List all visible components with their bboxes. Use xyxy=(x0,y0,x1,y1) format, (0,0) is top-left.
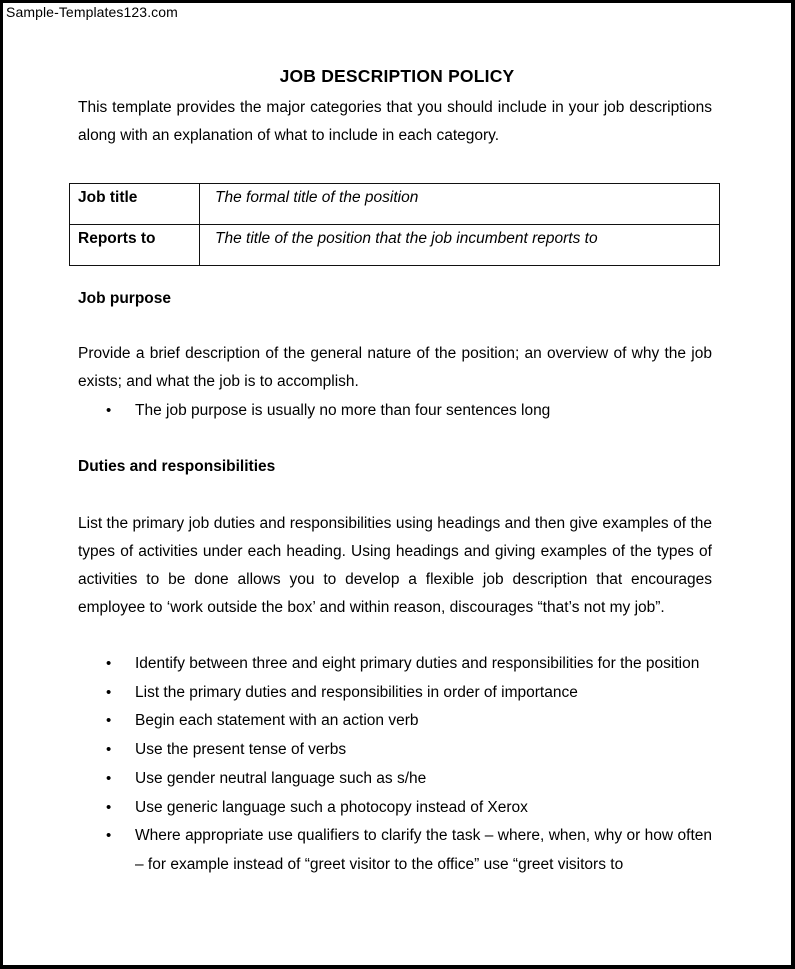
document-page xyxy=(3,3,791,965)
watermark-label: Sample-Templates123.com xyxy=(6,4,178,20)
list-item xyxy=(78,765,712,794)
list-item xyxy=(78,679,712,708)
job-purpose-heading: Job purpose xyxy=(78,290,172,307)
duties-bullet-list xyxy=(78,650,712,880)
list-item-text: Use generic language such a photocopy instead of Xerox xyxy=(135,798,528,816)
bullet-icon: • xyxy=(106,798,112,816)
table-row xyxy=(70,184,720,225)
list-item-text: Where appropriate use qualifiers to clarify the task – where, when, why or how often – for example instead of “greet visitor to the office” use “greet visitors to xyxy=(135,827,712,873)
list-item xyxy=(78,736,712,765)
list-item-text: List the primary duties and responsibilities in order of importance xyxy=(135,683,578,701)
list-item xyxy=(78,397,712,426)
bullet-icon: • xyxy=(106,769,112,787)
table-row xyxy=(70,225,720,266)
reports-to-value: The title of the position that the job incumbent reports to xyxy=(200,225,720,266)
list-item-text: Use gender neutral language such as s/he xyxy=(135,769,427,787)
job-title-value: The formal title of the position xyxy=(200,184,720,225)
job-purpose-paragraph: Provide a brief description of the general nature of the position; an overview of why the job exists; and what the job is to accomplish. xyxy=(78,345,712,390)
list-item-text: Identify between three and eight primary duties and responsibilities for the position xyxy=(135,655,700,672)
bullet-icon: • xyxy=(106,402,112,419)
list-item-text: The job purpose is usually no more than four sentences long xyxy=(135,402,551,419)
list-item xyxy=(78,822,712,879)
bullet-icon: • xyxy=(106,683,112,701)
list-item-text: Begin each statement with an action verb xyxy=(135,712,419,730)
bullet-icon: • xyxy=(106,741,112,759)
duties-paragraph: List the primary job duties and responsibilities using headings and then give examples of the types of activities under each heading. Using headings and giving examples of the types of activities to be done allows you to develop a flexible job description that encourages employee to ‘work outside the box’ and within reason, discourages “that’s not my job”. xyxy=(78,515,712,616)
list-item-text: Use the present tense of verbs xyxy=(135,741,347,759)
bullet-icon: • xyxy=(106,827,112,845)
job-title-label: Job title xyxy=(70,184,200,225)
list-item xyxy=(78,650,712,679)
bullet-icon: • xyxy=(106,712,112,730)
reports-to-label: Reports to xyxy=(70,225,200,266)
intro-paragraph: This template provides the major categories that you should include in your job descriptions along with an explanation of what to include in each category. xyxy=(78,99,712,144)
bullet-icon: • xyxy=(106,655,112,672)
list-item xyxy=(78,707,712,736)
document-title: JOB DESCRIPTION POLICY xyxy=(279,66,515,86)
list-item xyxy=(78,794,712,823)
job-purpose-bullet-list xyxy=(78,397,712,426)
duties-heading: Duties and responsibilities xyxy=(78,458,276,475)
position-info-table xyxy=(69,183,720,266)
